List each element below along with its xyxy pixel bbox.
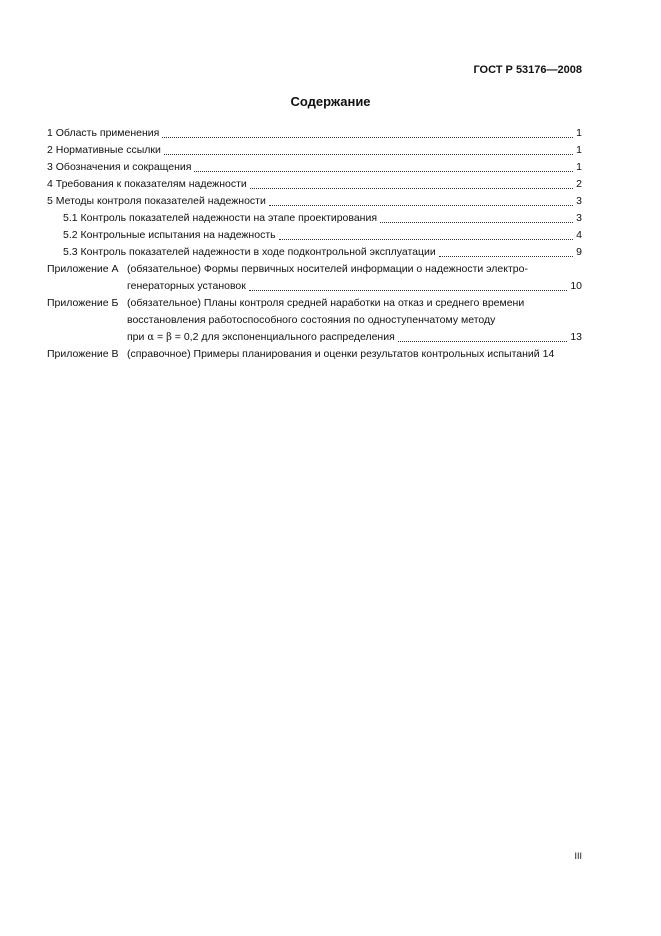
alpha-symbol: α [147,332,155,343]
toc-entry-label: 5.3 Контроль показателей надежности в ходе подконтрольной эксплуатации [63,246,436,258]
toc-entry-5[interactable] [47,193,582,210]
toc-entry-label: 1 Область применения [47,127,160,139]
toc-entry-2[interactable] [47,142,582,159]
dot-leader [162,137,573,138]
appendix-title-line: (справочное) Примеры планирования и оценки результатов контрольных испытаний [127,348,540,360]
toc-appendix-v[interactable] [47,346,582,363]
appendix-title-line: (обязательное) Формы первичных носителей информации о надежности электро- [127,263,528,275]
toc-entry-4[interactable] [47,176,582,193]
appendix-title-line: восстановления работоспособного состояния по одноступенчатому методу [127,314,496,326]
appendix-text: при [127,331,145,343]
dot-leader [380,222,573,223]
toc-entry-5-2[interactable] [47,227,582,244]
toc-entry-page: 2 [576,178,582,190]
table-of-contents [47,125,582,363]
toc-entry-page: 13 [570,331,582,343]
beta-symbol: β [166,332,172,343]
toc-entry-5-1[interactable] [47,210,582,227]
toc-entry-page: 1 [576,161,582,173]
toc-entry-label: 3 Обозначения и сокращения [47,161,192,173]
toc-entry-label: 4 Требования к показателям надежности [47,178,247,190]
toc-entry-page: 10 [570,280,582,292]
dot-leader [249,290,567,291]
appendix-text: = 0,2 для экспоненциального распределения [174,331,395,343]
appendix-prefix: Приложение Б [47,297,119,309]
appendix-title-line: генераторных установок [127,280,246,292]
toc-entry-page: 4 [576,229,582,241]
dot-leader [250,188,573,189]
dot-leader [164,154,573,155]
appendix-title-line: (обязательное) Планы контроля средней наработки на отказ и среднего времени [127,297,525,309]
toc-appendix-a[interactable] [47,261,582,295]
toc-title: Содержание [290,94,371,109]
equals-sign: = [157,331,164,343]
toc-entry-label: 5.1 Контроль показателей надежности на этапе проектирования [63,212,378,224]
page-number: III [574,851,582,861]
appendix-prefix: Приложение В [47,348,119,360]
toc-entry-label: 5 Методы контроля показателей надежности [47,195,266,207]
toc-entry-page: 14 [542,348,555,360]
toc-entry-label: 5.2 Контрольные испытания на надежность [63,229,276,241]
toc-entry-page: 3 [576,212,582,224]
dot-leader [269,205,573,206]
toc-entry-label: 2 Нормативные ссылки [47,144,161,156]
dot-leader [398,341,568,342]
dot-leader [279,239,574,240]
toc-entry-page: 3 [576,195,582,207]
document-code: ГОСТ Р 53176—2008 [473,64,582,76]
toc-entry-1[interactable] [47,125,582,142]
appendix-prefix: Приложение А [47,263,119,275]
toc-entry-page: 9 [576,246,582,258]
dot-leader [194,171,573,172]
toc-entry-5-3[interactable] [47,244,582,261]
appendix-title-line [127,329,395,346]
toc-entry-3[interactable] [47,159,582,176]
toc-appendix-b[interactable] [47,295,582,346]
toc-entry-page: 1 [576,127,582,139]
dot-leader [439,256,573,257]
toc-entry-page: 1 [576,144,582,156]
